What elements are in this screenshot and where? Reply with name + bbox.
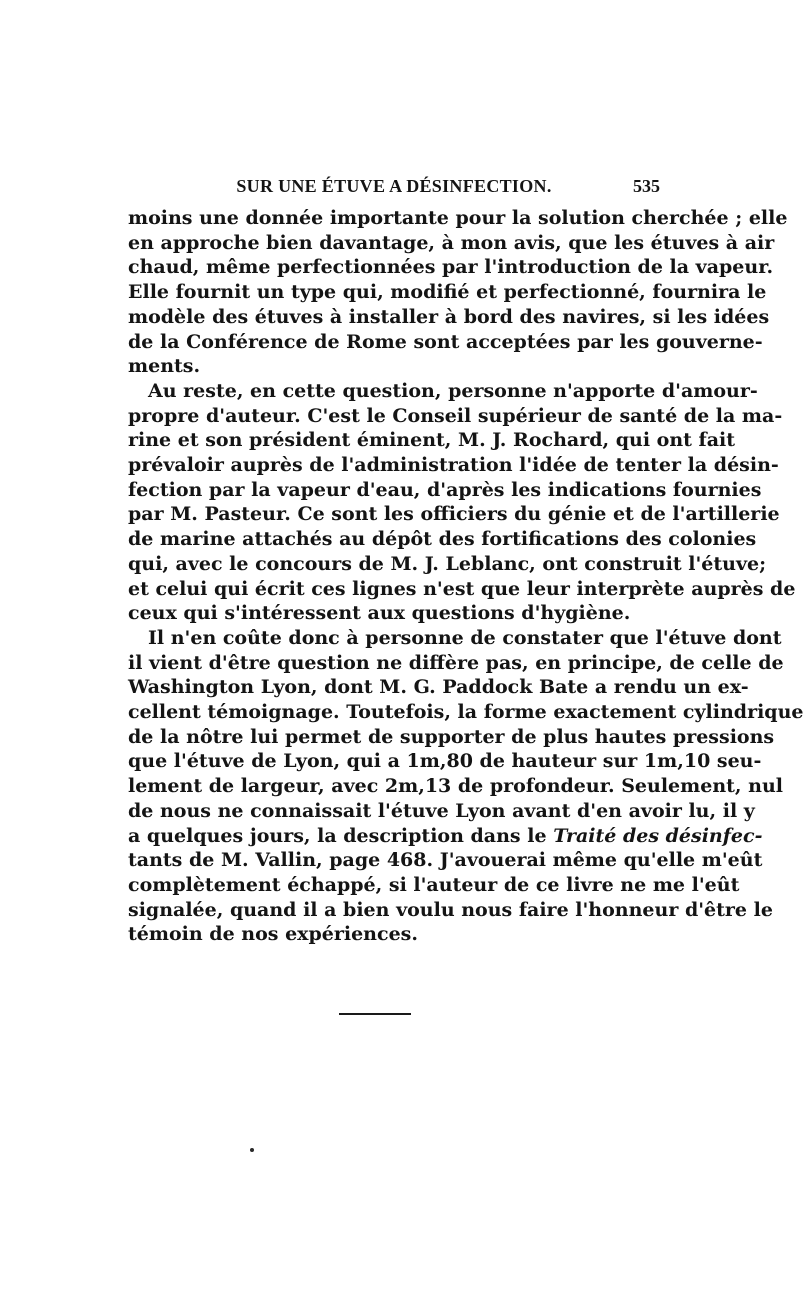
text-line: Washington Lyon, dont M. G. Paddock Bate a rendu un ex- xyxy=(128,676,749,699)
text-line: propre d'auteur. C'est le Conseil supérieur de santé de la ma- xyxy=(128,404,783,427)
text-line: que l'étuve de Lyon, qui a 1m,80 de hauteur sur 1m,10 seu- xyxy=(128,750,762,773)
text-line: par M. Pasteur. Ce sont les officiers du génie et de l'artillerie xyxy=(128,503,780,526)
text-line: cellent témoignage. Toutefois, la forme exactement cylindrique xyxy=(128,701,803,724)
running-title: SUR UNE ÉTUVE A DÉSINFECTION. xyxy=(236,176,552,196)
text-fragment: a quelques jours, la description dans le xyxy=(128,824,547,847)
text-line: témoin de nos expériences. xyxy=(128,923,418,946)
text-line: et celui qui écrit ces lignes n'est que leur interprète auprès de xyxy=(128,577,796,600)
text-line: signalée, quand il a bien voulu nous faire l'honneur d'être le xyxy=(128,898,773,921)
text-line: fection par la vapeur d'eau, d'après les indications fournies xyxy=(128,478,762,501)
text-line: de la Conférence de Rome sont acceptées par les gouverne- xyxy=(128,330,763,353)
text-line: prévaloir auprès de l'administration l'idée de tenter la désin- xyxy=(128,454,779,477)
italic-book-title: Traité des désinfec- xyxy=(553,824,763,847)
text-line: de la nôtre lui permet de supporter de plus hautes pressions xyxy=(128,725,775,748)
text-line: tants de M. Vallin, page 468. J'avouerai même qu'elle m'eût xyxy=(128,849,763,872)
text-line: rine et son président éminent, M. J. Rochard, qui ont fait xyxy=(128,429,736,452)
text-line: modèle des étuves à installer à bord des navires, si les idées xyxy=(128,305,770,328)
text-line: Au reste, en cette question, personne n'apporte d'amour- xyxy=(148,379,758,402)
text-line: moins une donnée importante pour la solution cherchée ; elle xyxy=(128,207,788,229)
text-line: lement de largeur, avec 2m,13 de profondeur. Seulement, nul xyxy=(128,775,783,798)
text-line: complètement échappé, si l'auteur de ce livre ne me l'eût xyxy=(128,873,740,896)
body-text xyxy=(128,206,803,947)
text-line: qui, avec le concours de M. J. Leblanc, ont construit l'étuve; xyxy=(128,552,767,575)
text-line xyxy=(128,824,763,849)
running-head xyxy=(128,176,660,200)
text-line: ments. xyxy=(128,355,201,378)
text-line: de nous ne connaissait l'étuve Lyon avant d'en avoir lu, il y xyxy=(128,799,755,822)
text-line: Il n'en coûte donc à personne de constater que l'étuve dont xyxy=(148,626,782,649)
text-line: ceux qui s'intéressent aux questions d'hygiène. xyxy=(128,602,631,625)
text-line: il vient d'être question ne diffère pas, en principe, de celle de xyxy=(128,651,784,674)
text-line: de marine attachés au dépôt des fortifications des colonies xyxy=(128,528,757,551)
text-line: Elle fournit un type qui, modifié et perfectionné, fournira le xyxy=(128,281,767,304)
section-separator-rule xyxy=(339,1013,411,1015)
ink-speck xyxy=(250,1148,254,1152)
text-line: chaud, même perfectionnées par l'introduction de la vapeur. xyxy=(128,256,774,279)
text-line: en approche bien davantage, à mon avis, que les étuves à air xyxy=(128,231,775,254)
page-number: 535 xyxy=(633,176,660,196)
